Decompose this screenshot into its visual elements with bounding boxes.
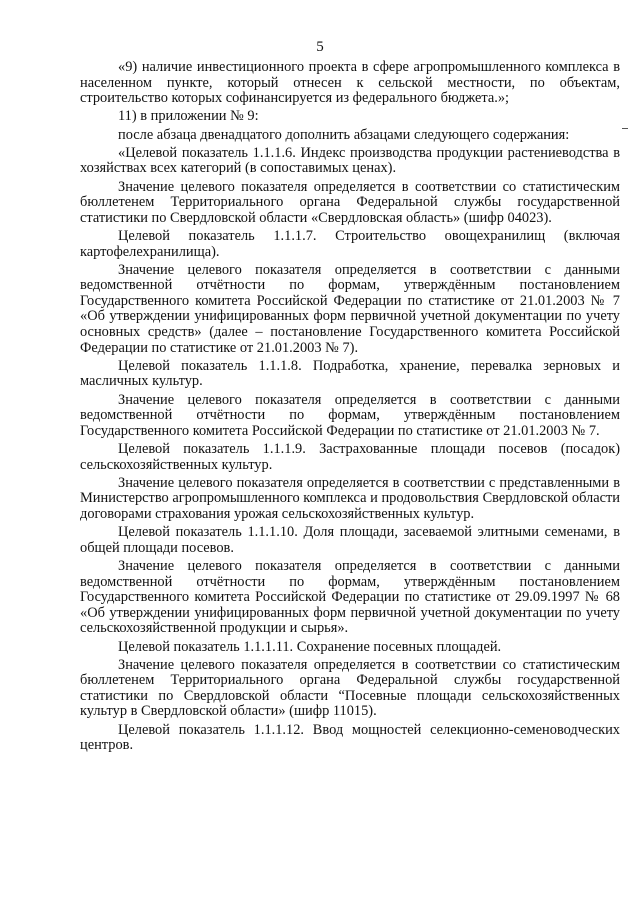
paragraph-value-1-1-1-10: Значение целевого показателя определяется в соответствии с данными ведомственной отчётности по формам, утверждённым постановлением Государственного комитета Российской Федерации по статистике от 29.09.1997 № 68 «Об утверждении унифицированных форм первичной учетной документации по учету сельскохозяйственной продукции и сырья». xyxy=(80,557,620,637)
paragraph-insert-instruction: после абзаца двенадцатого дополнить абзацами следующего содержания: xyxy=(118,126,570,143)
paragraph-indicator-1-1-1-6: «Целевой показатель 1.1.1.6. Индекс производства продукции растениеводства в хозяйствах всех категорий (в сопоставимых ценах). xyxy=(80,144,620,177)
paragraph-value-1-1-1-9: Значение целевого показателя определяется в соответствии с представленными в Министерство агропромышленного комплекса и продовольствия Свердловской области договорами страхования урожая сельскохозяйственных культур. xyxy=(80,474,620,522)
paragraph-value-1-1-1-11: Значение целевого показателя определяется в соответствии со статистическим бюллетенем Территориального органа Федеральной службы государственной статистики по Свердловской области “Посевные площади сельскохозяйственных культур в Свердловской области» (шифр 11015). xyxy=(80,656,620,720)
paragraph-item-9: «9) наличие инвестиционного проекта в сфере агропромышленного комплекса в населенном пункте, который отнесен к сельской местности, по объектам, строительство которых софинансируется из федерального бюджета.»; xyxy=(80,59,620,107)
margin-mark xyxy=(622,128,628,129)
paragraph-indicator-1-1-1-7: Целевой показатель 1.1.1.7. Строительство овощехранилищ (включая картофелехранилища). xyxy=(80,227,620,260)
paragraph-appendix-9: 11) в приложении № 9: xyxy=(118,108,259,125)
page-number: 5 xyxy=(316,39,324,55)
document-body xyxy=(80,60,620,756)
paragraph-value-1-1-1-7: Значение целевого показателя определяется в соответствии с данными ведомственной отчётности по формам, утверждённым постановлением Государственного комитета Российской Федерации по статистике от 21.01.2003 № 7 «Об утверждении унифицированных форм первичной учетной документации по учету основных средств» (далее – постановление Государственного комитета Российской Федерации по статистике от 21.01.2003 № 7). xyxy=(80,261,620,356)
paragraph-indicator-1-1-1-9: Целевой показатель 1.1.1.9. Застрахованные площади посевов (посадок) сельскохозяйственных культур. xyxy=(80,441,620,473)
paragraph-indicator-1-1-1-12: Целевой показатель 1.1.1.12. Ввод мощностей селекционно-семеноводческих центров. xyxy=(80,721,620,754)
paragraph-value-1-1-1-6: Значение целевого показателя определяется в соответствии со статистическим бюллетенем Территориального органа Федеральной службы государственной статистики по Свердловской области «Свердловская область» (шифр 04023). xyxy=(80,178,620,226)
paragraph-indicator-1-1-1-10: Целевой показатель 1.1.1.10. Доля площади, засеваемой элитными семенами, в общей площади посевов. xyxy=(80,524,620,556)
paragraph-indicator-1-1-1-11: Целевой показатель 1.1.1.11. Сохранение посевных площадей. xyxy=(118,638,502,655)
paragraph-indicator-1-1-1-8: Целевой показатель 1.1.1.8. Подработка, хранение, перевалка зерновых и масличных культур. xyxy=(80,357,620,390)
paragraph-value-1-1-1-8: Значение целевого показателя определяется в соответствии с данными ведомственной отчётности по формам, утверждённым постановлением Государственного комитета Российской Федерации по статистике от 21.01.2003 № 7. xyxy=(80,391,620,439)
